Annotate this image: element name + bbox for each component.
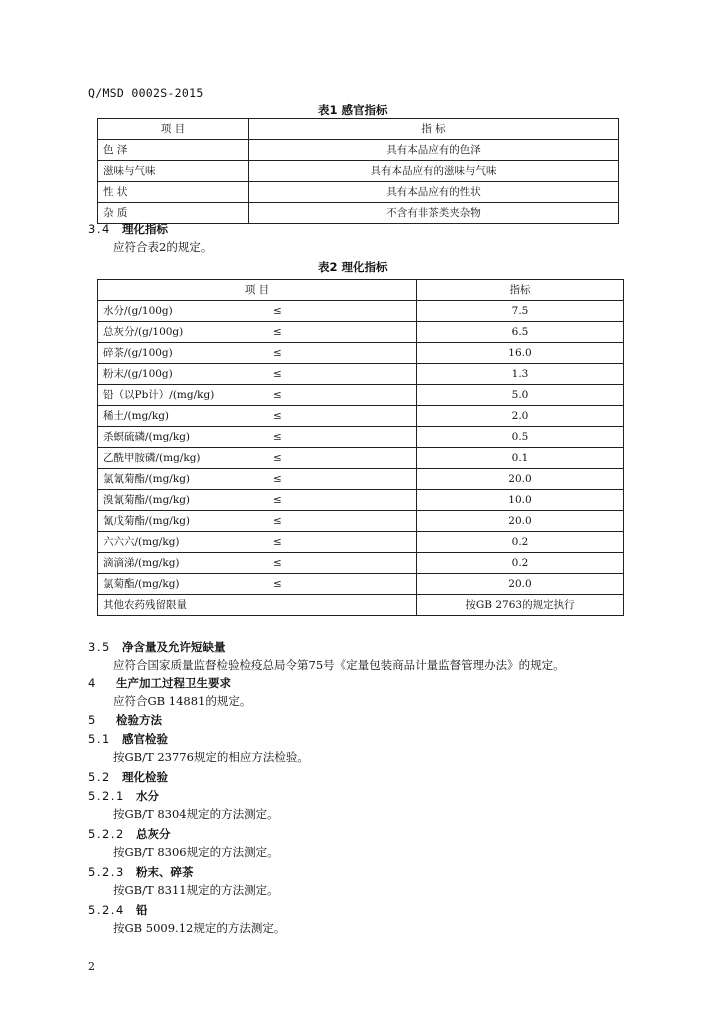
table-row <box>98 364 624 385</box>
table2-cell-item: 碎茶/(g/100g) <box>98 343 269 364</box>
section-5-2-2-heading <box>88 826 171 842</box>
table2-cell-item: 氯氰菊酯/(mg/kg) <box>98 469 269 490</box>
table2-cell-operator: ≤ <box>268 448 417 469</box>
table2-cell-value: 0.2 <box>417 532 624 553</box>
table2-cell-operator: ≤ <box>268 532 417 553</box>
table-row <box>98 427 624 448</box>
table2-cell-operator: ≤ <box>268 553 417 574</box>
table-row <box>98 490 624 511</box>
table2-cell-item: 氰戊菊酯/(mg/kg) <box>98 511 269 532</box>
section-5-2-3-text: 按GB/T 8311规定的方法测定。 <box>113 883 279 897</box>
table2-cell-value: 16.0 <box>417 343 624 364</box>
section-number: 5.2.1 <box>88 789 125 803</box>
table2-cell-item: 稀土/(mg/kg) <box>98 406 269 427</box>
table2-cell-value: 1.3 <box>417 364 624 385</box>
section-title: 理化指标 <box>122 222 169 236</box>
table1-cell-item: 色 泽 <box>98 140 249 161</box>
section-3-4-heading <box>88 221 168 237</box>
table2-caption: 表2 理化指标 <box>318 260 388 274</box>
table2-cell-operator: ≤ <box>268 343 417 364</box>
table1-cell-item: 性 状 <box>98 182 249 203</box>
table2-cell-value: 2.0 <box>417 406 624 427</box>
table-row <box>98 448 624 469</box>
table2-cell-operator: ≤ <box>268 574 417 595</box>
page-number: 2 <box>88 960 95 973</box>
table-row <box>98 203 619 224</box>
table2-cell-value: 7.5 <box>417 301 624 322</box>
section-5-2-heading <box>88 769 168 785</box>
section-5-2-4-heading <box>88 902 148 918</box>
table2-cell-value: 0.2 <box>417 553 624 574</box>
table2-cell-item: 乙酰甲胺磷/(mg/kg) <box>98 448 269 469</box>
section-3-5-heading <box>88 639 226 655</box>
section-number: 5.2 <box>88 770 111 784</box>
table-row <box>98 322 624 343</box>
section-number: 5.1 <box>88 732 111 746</box>
table2-cell-value: 6.5 <box>417 322 624 343</box>
table2-cell-value: 20.0 <box>417 511 624 532</box>
table2-cell-value: 0.5 <box>417 427 624 448</box>
table1-cell-spec: 不含有非茶类夹杂物 <box>249 203 619 224</box>
table2-cell-item: 水分/(g/100g) <box>98 301 269 322</box>
section-5-1-heading <box>88 731 168 747</box>
table2-cell-operator: ≤ <box>268 364 417 385</box>
table2-cell-operator: ≤ <box>268 511 417 532</box>
section-number: 3.5 <box>88 640 111 654</box>
section-title: 生产加工过程卫生要求 <box>116 676 232 690</box>
table2-cell-operator: ≤ <box>268 301 417 322</box>
table2-cell-value: 10.0 <box>417 490 624 511</box>
table2-cell-operator: ≤ <box>268 406 417 427</box>
table2-cell-value: 5.0 <box>417 385 624 406</box>
section-4-text: 应符合GB 14881的规定。 <box>113 694 252 708</box>
section-5-1-text: 按GB/T 23776规定的相应方法检验。 <box>113 750 309 764</box>
section-5-heading <box>88 712 162 728</box>
table-row <box>98 182 619 203</box>
table2-cell-operator: ≤ <box>268 427 417 448</box>
table-row <box>98 574 624 595</box>
table2-cell-operator: ≤ <box>268 469 417 490</box>
table1-cell-spec: 具有本品应有的性状 <box>249 182 619 203</box>
table2-cell-item: 杀螟硫磷/(mg/kg) <box>98 427 269 448</box>
table2-cell-value: 0.1 <box>417 448 624 469</box>
table2-cell-item: 溴氰菊酯/(mg/kg) <box>98 490 269 511</box>
section-number: 5 <box>88 713 97 727</box>
section-3-5-text: 应符合国家质量监督检验检疫总局令第75号《定量包装商品计量监督管理办法》的规定。 <box>113 658 565 672</box>
section-number: 3.4 <box>88 222 111 236</box>
section-number: 5.2.4 <box>88 903 125 917</box>
table1-header-row <box>98 119 619 140</box>
section-title: 水分 <box>136 789 160 803</box>
section-title: 总灰分 <box>136 827 171 841</box>
table-row <box>98 595 624 616</box>
table-row <box>98 385 624 406</box>
section-5-2-1-text: 按GB/T 8304规定的方法测定。 <box>113 807 279 821</box>
table-row <box>98 140 619 161</box>
table2-cell-item: 其他农药残留限量 <box>98 595 417 616</box>
section-number: 5.2.2 <box>88 827 125 841</box>
document-code: Q/MSD 0002S-2015 <box>88 86 204 100</box>
table-row <box>98 553 624 574</box>
table1-header-item: 项 目 <box>98 119 249 140</box>
table2-cell-item: 氯菊酯/(mg/kg) <box>98 574 269 595</box>
table1-cell-spec: 具有本品应有的色泽 <box>249 140 619 161</box>
section-title: 铅 <box>136 903 148 917</box>
table2-header-row <box>98 280 624 301</box>
table-row <box>98 301 624 322</box>
table2-cell-value: 按GB 2763的规定执行 <box>417 595 624 616</box>
section-title: 净含量及允许短缺量 <box>122 640 226 654</box>
table2-cell-operator: ≤ <box>268 385 417 406</box>
table2-cell-item: 六六六/(mg/kg) <box>98 532 269 553</box>
table1 <box>97 118 619 224</box>
table2-header-spec: 指标 <box>417 280 624 301</box>
section-5-2-3-heading <box>88 864 194 880</box>
table2-cell-value: 20.0 <box>417 574 624 595</box>
table2-cell-item: 滴滴涕/(mg/kg) <box>98 553 269 574</box>
table2-cell-item: 粉末/(g/100g) <box>98 364 269 385</box>
table-row <box>98 406 624 427</box>
table1-caption: 表1 感官指标 <box>318 103 388 117</box>
table2-cell-item: 铅（以Pb计）/(mg/kg) <box>98 385 269 406</box>
section-3-4-text: 应符合表2的规定。 <box>113 240 213 254</box>
section-title: 检验方法 <box>116 713 163 727</box>
table2-cell-item: 总灰分/(g/100g) <box>98 322 269 343</box>
section-title: 理化检验 <box>122 770 169 784</box>
section-5-2-4-text: 按GB 5009.12规定的方法测定。 <box>113 921 286 935</box>
section-number: 5.2.3 <box>88 865 125 879</box>
section-title: 感官检验 <box>122 732 169 746</box>
table1-header-spec: 指 标 <box>249 119 619 140</box>
table2-header-item: 项 目 <box>98 280 417 301</box>
table1-cell-spec: 具有本品应有的滋味与气味 <box>249 161 619 182</box>
section-5-2-2-text: 按GB/T 8306规定的方法测定。 <box>113 845 279 859</box>
table1-cell-item: 杂 质 <box>98 203 249 224</box>
table-row <box>98 469 624 490</box>
section-number: 4 <box>88 676 97 690</box>
section-title: 粉末、碎茶 <box>136 865 194 879</box>
section-4-heading <box>88 675 231 691</box>
table-row <box>98 161 619 182</box>
table-row <box>98 343 624 364</box>
table2-cell-operator: ≤ <box>268 490 417 511</box>
table2-cell-value: 20.0 <box>417 469 624 490</box>
table-row <box>98 532 624 553</box>
section-5-2-1-heading <box>88 788 159 804</box>
table2-cell-operator: ≤ <box>268 322 417 343</box>
table1-cell-item: 滋味与气味 <box>98 161 249 182</box>
table-row <box>98 511 624 532</box>
table2 <box>97 279 624 616</box>
